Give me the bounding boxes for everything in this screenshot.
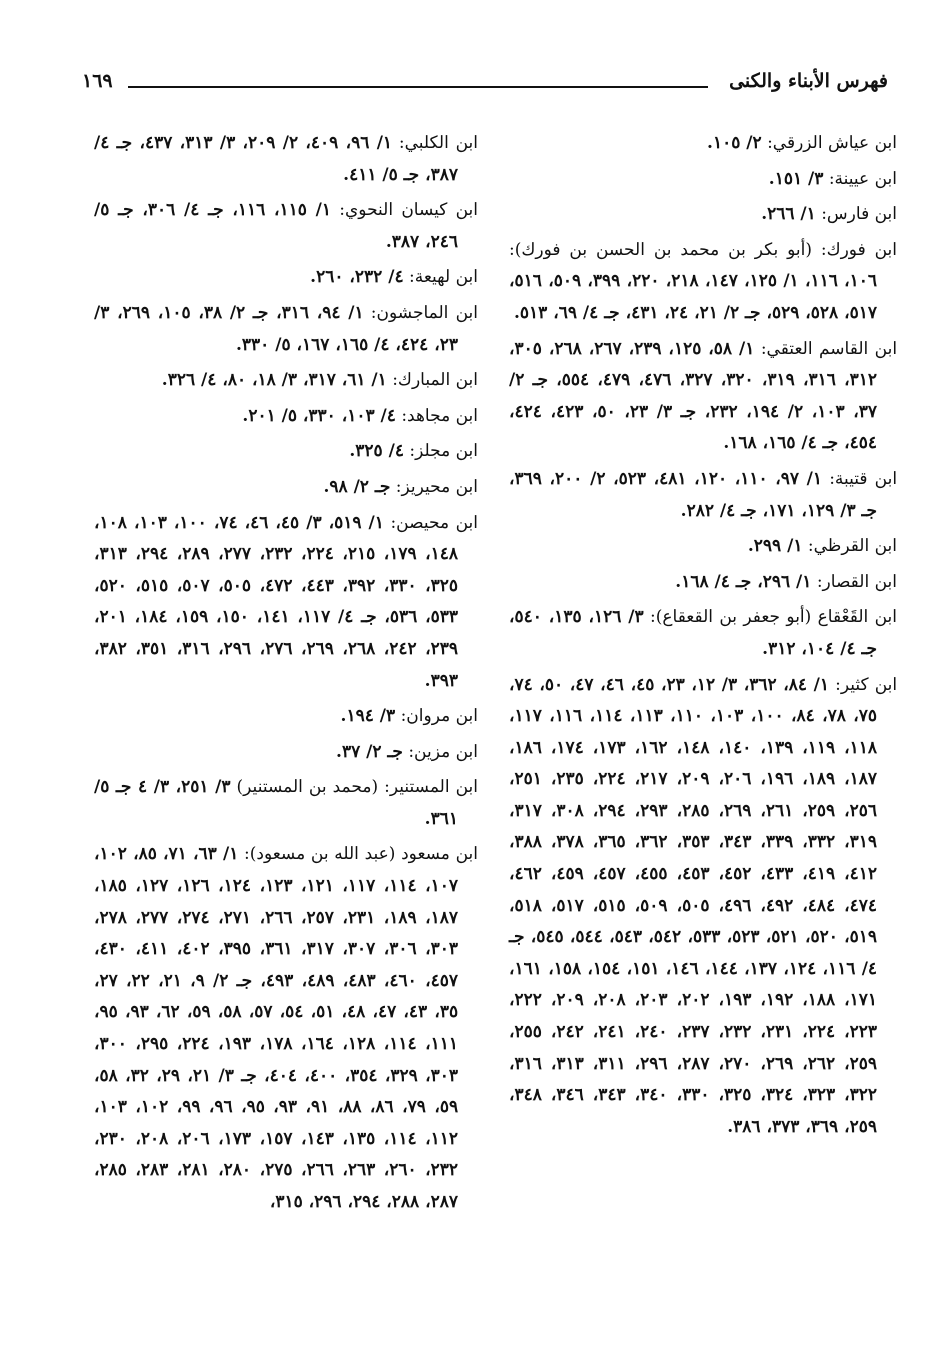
entry-name: ابن فورك: (أبو بكر بن محمد بن الحسن بن فورك): [509,239,897,260]
index-entry [509,602,897,665]
entry-references: ٤/ ٢٣٢، ٢٦٠. [310,267,404,288]
entry-name: ابن عياش الزرقي: [767,133,897,153]
index-entry [509,235,897,330]
index-entry [509,334,897,460]
entry-name: ابن القاسم العتقي: [760,338,898,359]
entry-name: ابن المستنير: (محمد بن المستنير) [236,777,479,798]
index-entry [94,298,478,361]
entry-references: جـ ٢/ ٣٧. [336,741,403,762]
entry-references: ٤/ ٣٢٥. [349,441,404,462]
index-entry [509,567,897,599]
page-title: فهرس الأبناء والكنى [721,70,888,92]
entry-name: ابن مزين: [408,741,478,762]
entry-name: ابن مجلز: [409,441,478,462]
entry-references: ٣/ ١٩٤. [340,706,396,727]
entry-name: ابن القصار: [816,571,897,592]
index-entry [509,128,897,160]
entry-references: ١/ ٢٦٦. [761,204,816,225]
entry-references: ١/ ٥٨، ١٢٥، ٢٣٩، ٢٦٧، ٢٦٨، ٣٠٥، ٣١٢، ٣١٦، ٣١٩، ٣٢٠، ٣٢٧، ٤٧٦، ٤٧٩، ٥٥٤، جـ ٢/ ٣٧، ١٠٣، ٢/ ١٩٤، ٢٣٢، جـ ٣/ ٢٣، ٥٠، ٤٢٣، ٤٢٤، ٤٥٤، جـ ٤/ ١٦٥، ١٦٨. [509,338,878,454]
entry-name: ابن القَعْقاع (أبو جعفر بن القعقاع): [650,607,898,628]
index-entry [509,464,897,527]
index-entry [94,365,478,397]
entry-name: ابن فارس: [821,204,897,225]
entry-name: ابن كيسان النحوي: [339,200,479,221]
index-entry [509,199,897,231]
entry-references: جـ ٢/ ٩٨. [323,476,391,497]
entry-references: ١/ ٦١، ٣١٧، ٣/ ١٨، ٨٠، ٤/ ٣٢٦. [161,370,387,391]
index-entry [94,737,478,769]
entry-references: ١/ ٩٧، ١١٠، ١٢٠، ٤٨١، ٥٢٣، ٢/ ٢٠٠، ٣٦٩، جـ ٣/ ١٢٩، ١٧١، جـ ٤/ ٢٨٢. [509,468,877,521]
entry-name: ابن قتيبة: [829,468,898,489]
entry-name: ابن مسعود (عبد الله بن مسعود): [244,844,478,865]
entry-name: ابن الماجشون: [370,302,478,323]
entry-name: ابن مروان: [400,706,478,727]
entry-name: ابن الكلبي: [398,133,478,153]
index-entry [94,701,478,733]
entry-name: ابن كثير: [835,674,898,695]
entry-references: ٢/ ١٠٥. [707,133,762,153]
index-entry [509,531,897,563]
index-entry [94,401,478,433]
entry-name: ابن القرظي: [807,536,897,557]
entry-name: ابن مجاهد: [401,405,478,426]
index-column-left [94,128,478,1223]
index-entry [94,128,478,191]
entry-references: ١٠٦، ١١٦، ١/ ١٢٥، ١٤٧، ٢١٨، ٢٢٠، ٣٩٩، ٥٠٩، ٥١٦، ٥١٧، ٥٢٨، ٥٢٩، جـ ٢/ ٢١، ٢٤، ٤٣١، جـ ٤/ ٦٩، ٥١٣. [509,271,878,323]
entry-references: ١/ ٩٦، ٤٠٩، ٢/ ٢٠٩، ٣/ ٣١٣، ٤٣٧، جـ ٤/ ٣٨٧، جـ ٥/ ٤١١. [94,133,458,185]
index-column-right [509,128,897,1147]
entry-references: ١/ ٢٩٦، جـ ٤/ ١٦٨. [675,571,812,592]
entry-references: ١/ ٨٤، ٣٦٢، ٣/ ١٢، ٢٣، ٤٥، ٤٦، ٤٧، ٥٠، ٧٤، ٧٥، ٧٨، ٨٤، ١٠٠، ١٠٣، ١١٠، ١١٣، ١١٤، ١١٦، ١١٧، ١١٨، ١١٩، ١٣٩، ١٤٠، ١٤٨، ١٦٢، ١٧٣، ١٧٤، ١٨٦، ١٨٧، ١٨٩، ١٩٦، ٢٠٦، ٢٠٩، ٢١٧، ٢٢٤، ٢٣٥، ٢٥١، ٢٥٦، ٢٥٩، ٢٦١، ٢٦٩، ٢٨٥، ٢٩٣، ٢٩٤، ٣٠٨، ٣١٧، ٣١٩، ٣٣٢، ٣٣٩، ٣٤٣، ٣٥٣، ٣٦٢، ٣٦٥، ٣٧٨، ٣٨٨، ٤١٢، ٤١٩، ٤٣٣، ٤٥٢، ٤٥٣، ٤٥٥، ٤٥٧، ٤٥٩، ٤٦٢، ٤٧٤، ٤٨٤، ٤٩٢، ٤٩٦، ٥٠٥، ٥٠٩، ٥١٥، ٥١٧، ٥١٨، ٥١٩، ٥٢٠، ٥٢١، ٥٢٣، ٥٣٣، ٥٤٢، ٥٤٣، ٥٤٤، ٥٤٥، جـ ٤/ ١١٦، ١٢٤، ١٣٧، ١٤٤، ١٤٦، ١٥١، ١٥٤، ١٥٨، ١٦١، ١٧١، ١٨٨، ١٩٢، ١٩٣، ٢٠٢، ٢٠٣، ٢٠٨، ٢٠٩، ٢٢٢، ٢٢٣، ٢٢٤، ٢٣١، ٢٣٢، ٢٣٧، ٢٤٠، ٢٤١، ٢٤٢، ٢٥٥، ٢٥٩، ٢٦٢، ٢٦٩، ٢٧٠، ٢٨٧، ٢٩٦، ٣١١، ٣١٣، ٣١٦، ٣٢٢، ٣٢٣، ٣٢٤، ٣٢٥، ٣٣٠، ٣٤٠، ٣٤٣، ٣٤٦، ٣٤٨، ٢٥٩، ٣٦٩، ٣٧٣، ٣٨٦. [509,674,878,1137]
entry-name: ابن محيصن: [390,512,478,533]
index-entry [94,472,478,504]
index-entry [94,772,478,835]
entry-references: ١/ ١١٥، ١١٦، جـ ٤/ ٣٠٦، جـ ٥/ ٢٤٦، ٣٨٧. [94,200,458,252]
entry-references: ٣/ ١٢٦، ١٣٥، ٥٤٠، جـ ٤/ ١٠٤، ٣١٢. [509,607,877,659]
entry-references: ٤/ ١٠٣، ٣٣٠، ٥/ ٢٠١. [242,405,396,426]
entry-name: ابن المبارك: [392,370,478,391]
index-entry [94,436,478,468]
entry-references: ٣/ ٢٥١، ٣/ ٤ جـ ٥/ ٣٦١. [94,777,458,829]
entry-references: ٣/ ١٥١. [768,168,824,189]
entry-references: ١/ ٢٩٩. [747,536,803,557]
index-entry [509,670,897,1144]
entry-name: ابن عيينة: [828,168,897,189]
entry-references: ١/ ٩٤، ٣١٦، جـ ٢/ ٣٨، ١٠٥، ٢٦٩، ٣/ ٢٣، ٤٢٤، ٤/ ١٦٥، ١٦٧، ٥/ ٣٣٠. [94,302,458,355]
entry-name: ابن محيريز: [395,476,478,497]
index-entry [94,195,478,258]
page-number: ١٦٩ [82,70,113,92]
header-rule [128,86,708,88]
page-header [82,66,888,106]
index-entry [94,839,478,1218]
index-entry [509,164,897,196]
entry-references: ١/ ٦٣، ٧١، ٨٥، ١٠٢، ١٠٧، ١١٤، ١١٧، ١٢١، ١٢٣، ١٢٤، ١٢٦، ١٢٧، ١٨٥، ١٨٧، ١٨٩، ٢٣١، ٢٥٧، ٢٦٦، ٢٧١، ٢٧٤، ٢٧٧، ٢٧٨، ٣٠٣، ٣٠٦، ٣٠٧، ٣١٧، ٣٦١، ٣٩٥، ٤٠٢، ٤١١، ٤٣٠، ٤٥٧، ٤٦٠، ٤٨٣، ٤٨٩، ٤٩٣، جـ ٢/ ٩، ٢١، ٢٢، ٢٧، ٣٥، ٤٣، ٤٧، ٤٨، ٥١، ٥٤، ٥٧، ٥٨، ٥٩، ٦٢، ٩٣، ٩٥، ١١١، ١١٤، ١٢٨، ١٦٤، ١٧٨، ١٩٣، ٢٢٤، ٢٩٥، ٣٠٠، ٣٠٣، ٣٢٩، ٣٥٤، ٤٠٠، ٤٠٤، جـ ٣/ ٢١، ٢٩، ٣٢، ٥٨، ٥٩، ٧٩، ٨٦، ٨٨، ٩١، ٩٣، ٩٥، ٩٦، ٩٩، ١٠٢، ١٠٣، ١١٢، ١١٤، ١٣٥، ١٤٣، ١٥٧، ١٧٣، ٢٠٦، ٢٠٨، ٢٣٠، ٢٣٢، ٢٦٠، ٢٦٣، ٢٦٦، ٢٧٥، ٢٨٠، ٢٨١، ٢٨٣، ٢٨٥، ٢٨٧، ٢٨٨، ٢٩٤، ٢٩٦، ٣١٥، [94,844,459,1212]
entry-references: ١/ ٥١٩، ٣/ ٤٥، ٤٦، ٧٤، ١٠٠، ١٠٣، ١٠٨، ١٤٨، ١٧٩، ٢١٥، ٢٢٤، ٢٣٢، ٢٧٧، ٢٨٩، ٢٩٤، ٣١٣، ٣٢٥، ٣٣٠، ٣٩٢، ٤٤٣، ٤٧٢، ٥٠٥، ٥٠٧، ٥١٥، ٥٢٠، ٥٣٣، ٥٣٦، جـ ٤/ ١١٧، ١٤١، ١٥٠، ١٥٩، ١٨٤، ٢٠١، ٢٣٩، ٢٤٢، ٢٦٨، ٢٦٩، ٢٧٦، ٢٩٦، ٣١٦، ٣٥١، ٣٨٢، ٣٩٣. [94,512,459,691]
index-entry [94,508,478,698]
entry-name: ابن لهيعة: [409,267,478,288]
index-entry [94,262,478,294]
